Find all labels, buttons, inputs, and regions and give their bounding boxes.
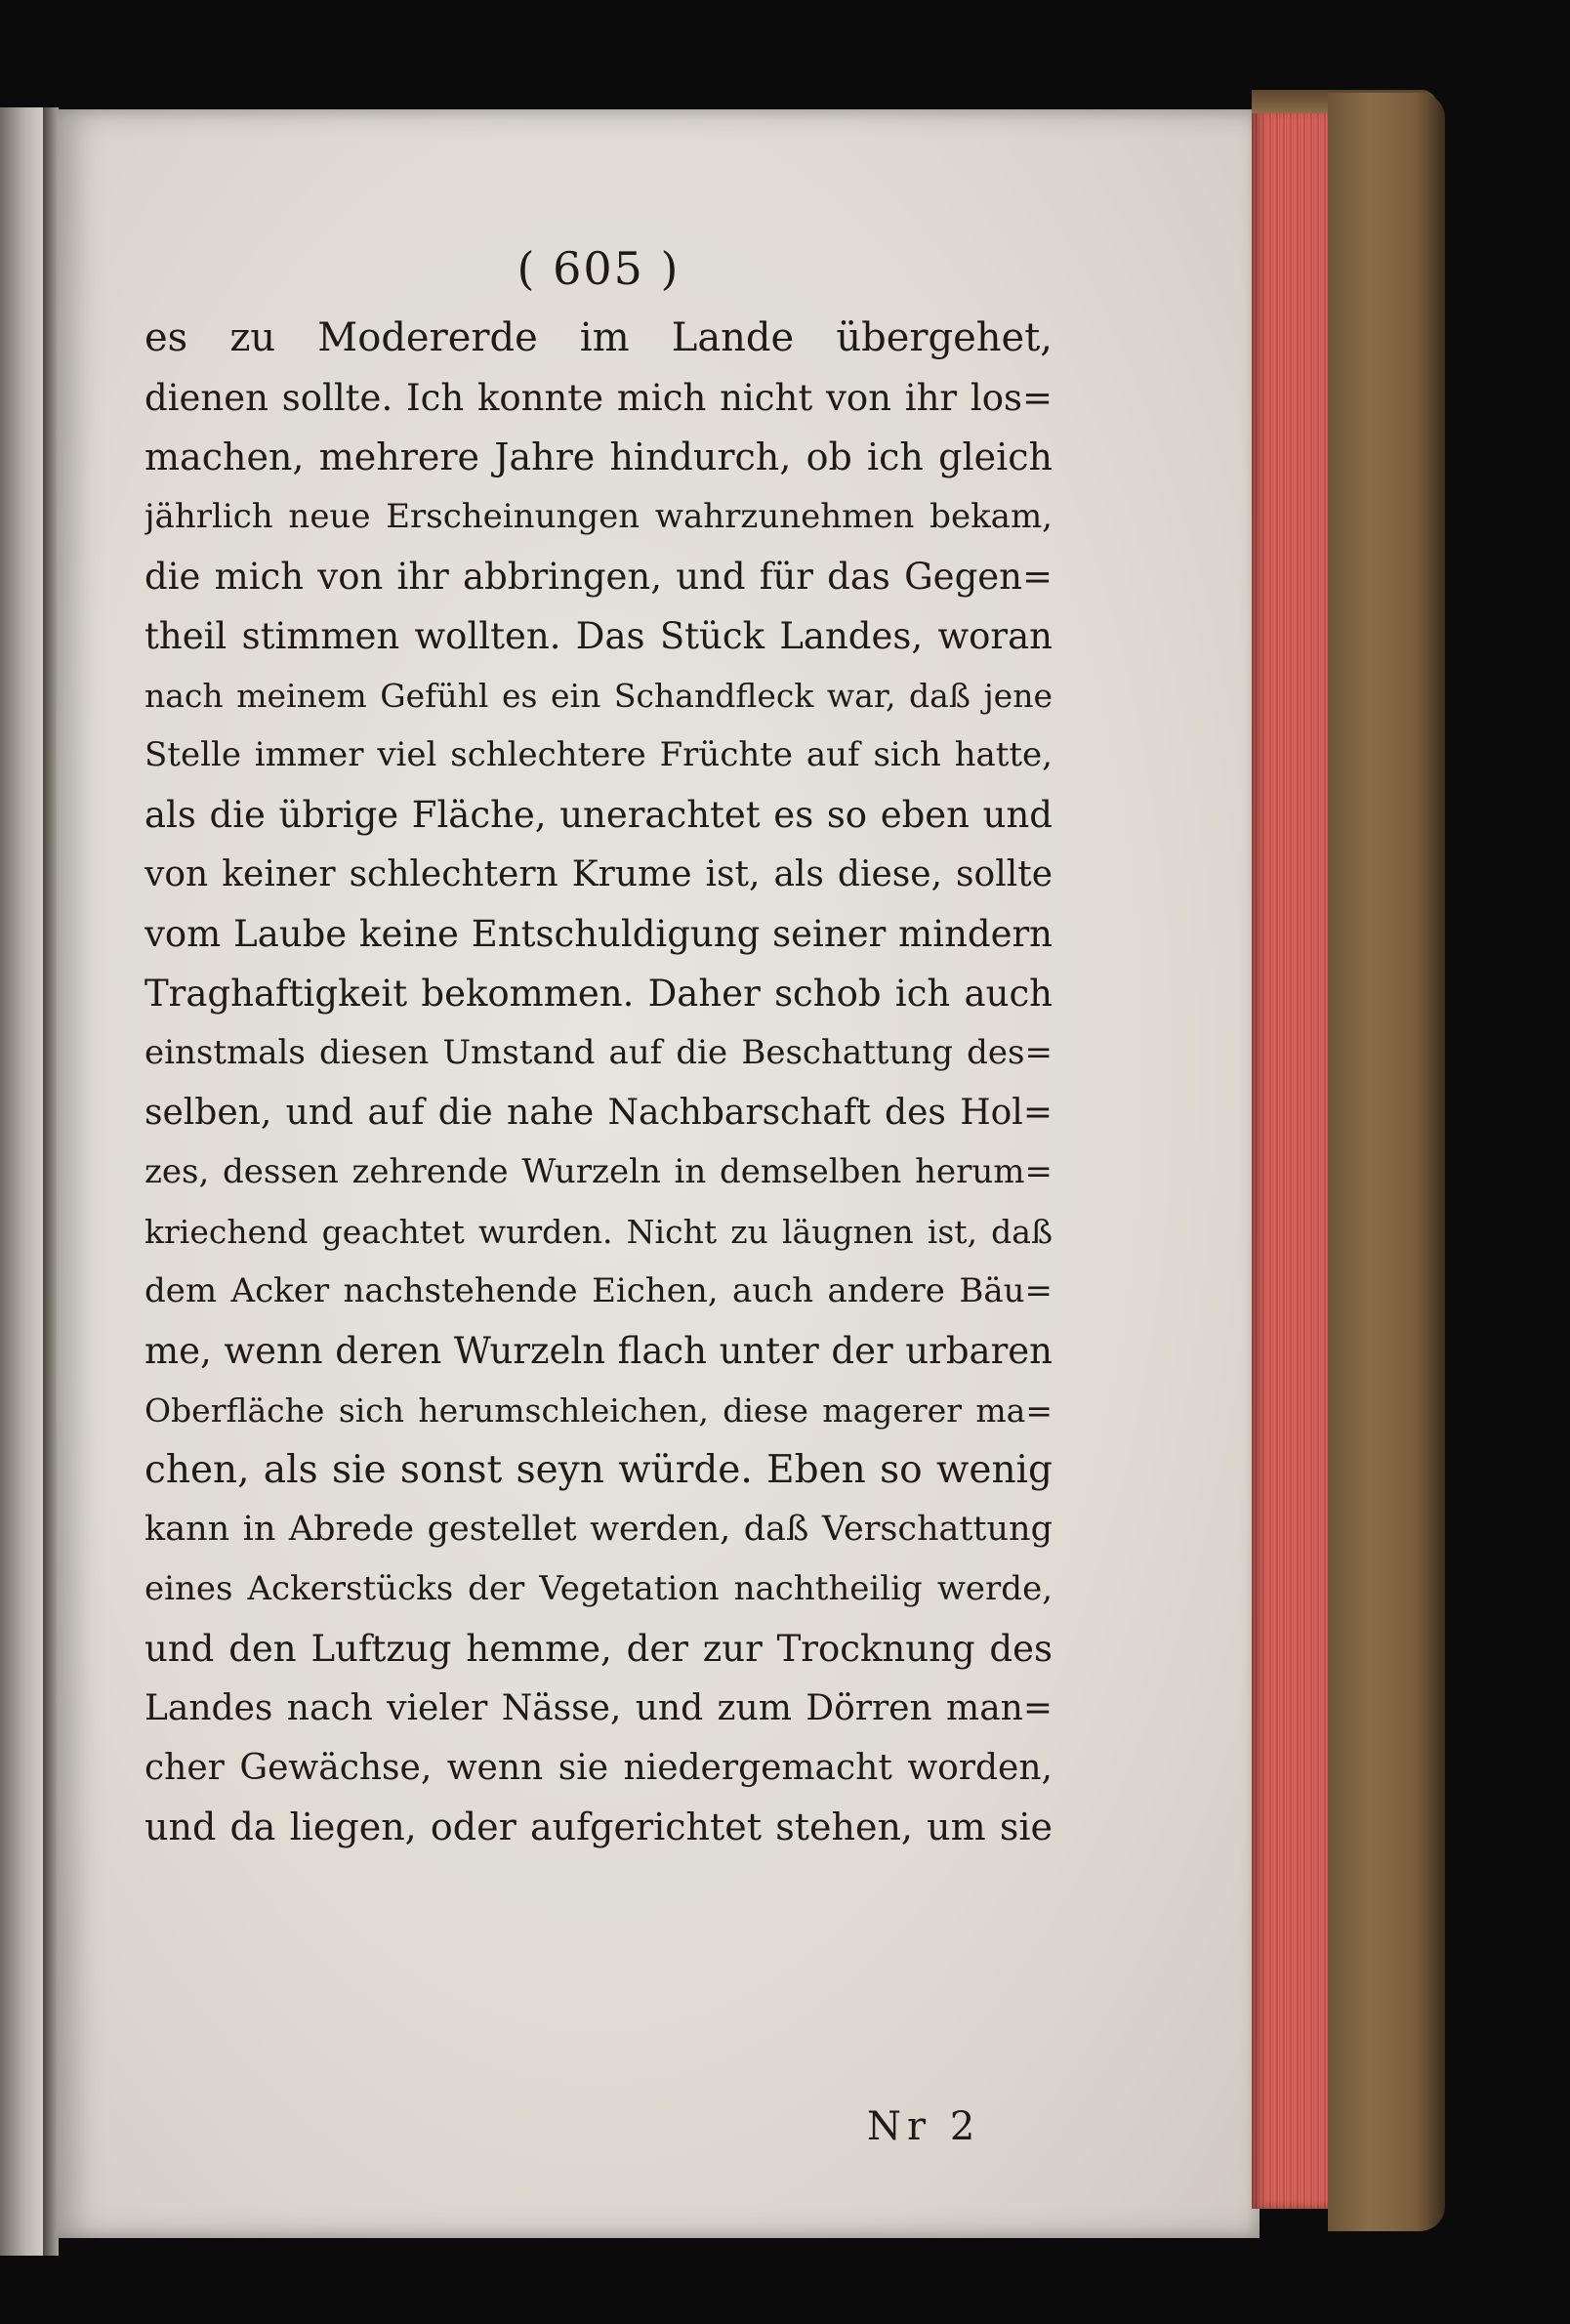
previous-page-edge: [0, 107, 47, 2256]
text-line: nach meinem Gefühl es ein Schandfleck war, daß jene: [145, 677, 1053, 715]
text-line: als die übrige Fläche, unerachtet es so eben und: [145, 794, 1053, 836]
text-line: und da liegen, oder aufgerichtet stehen, um sie: [145, 1805, 1053, 1848]
text-line: vom Laube keine Entschuldigung seiner mindern: [145, 913, 1053, 955]
text-line: theil stimmen wollten. Das Stück Landes, woran: [145, 615, 1053, 657]
text-line: dienen sollte. Ich konnte mich nicht von ihr los=: [145, 377, 1053, 419]
text-line: chen, als sie sonst seyn würde. Eben so wenig: [145, 1448, 1053, 1492]
page-number: ( 605 ): [516, 242, 681, 295]
text-line: dem Acker nachstehende Eichen, auch andere Bäu=: [145, 1271, 1053, 1310]
page-text-block: [145, 234, 1053, 2149]
text-line: jährlich neue Erscheinungen wahrzunehmen bekam,: [145, 497, 1053, 536]
text-line: kann in Abrede gestellet werden, daß Verschattung: [145, 1510, 1053, 1549]
text-line: cher Gewächse, wenn sie niedergemacht worden,: [145, 1748, 1053, 1788]
catchword-signature: Nr 2: [867, 2104, 981, 2149]
book-cover-board: [1328, 93, 1445, 2231]
text-line: Landes nach vieler Nässe, und zum Dörren man=: [145, 1688, 1053, 1728]
text-line: selben, und auf die nahe Nachbarschaft des Hol=: [145, 1093, 1053, 1133]
text-line: kriechend geachtet wurden. Nicht zu läugnen ist, daß: [145, 1213, 1053, 1251]
text-line: me, wenn deren Wurzeln flach unter der urbaren: [145, 1330, 1053, 1372]
text-line: machen, mehrere Jahre hindurch, ob ich gleich: [145, 436, 1053, 478]
text-line: einstmals diesen Umstand auf die Beschattung des=: [145, 1033, 1053, 1072]
text-line: die mich von ihr abbringen, und für das Gegen=: [145, 556, 1053, 598]
text-line: und den Luftzug hemme, der zur Trocknung des: [145, 1628, 1053, 1670]
text-line: Traghaftigkeit bekommen. Daher schob ich auch: [145, 973, 1053, 1015]
text-line: eines Ackerstücks der Vegetation nachtheilig werde,: [145, 1569, 1053, 1608]
text-line: Stelle immer viel schlechtere Früchte auf sich hatte,: [145, 735, 1053, 774]
text-line: von keiner schlechtern Krume ist, als diese, sollte: [145, 854, 1053, 894]
text-line: zes, dessen zehrende Wurzeln in demselben herum=: [145, 1152, 1053, 1191]
text-line: Oberfläche sich herumschleichen, diese magerer ma=: [145, 1391, 1053, 1430]
red-page-edges: [1252, 109, 1330, 2209]
text-line: es zu Modererde im Lande übergehet,: [145, 315, 1053, 360]
